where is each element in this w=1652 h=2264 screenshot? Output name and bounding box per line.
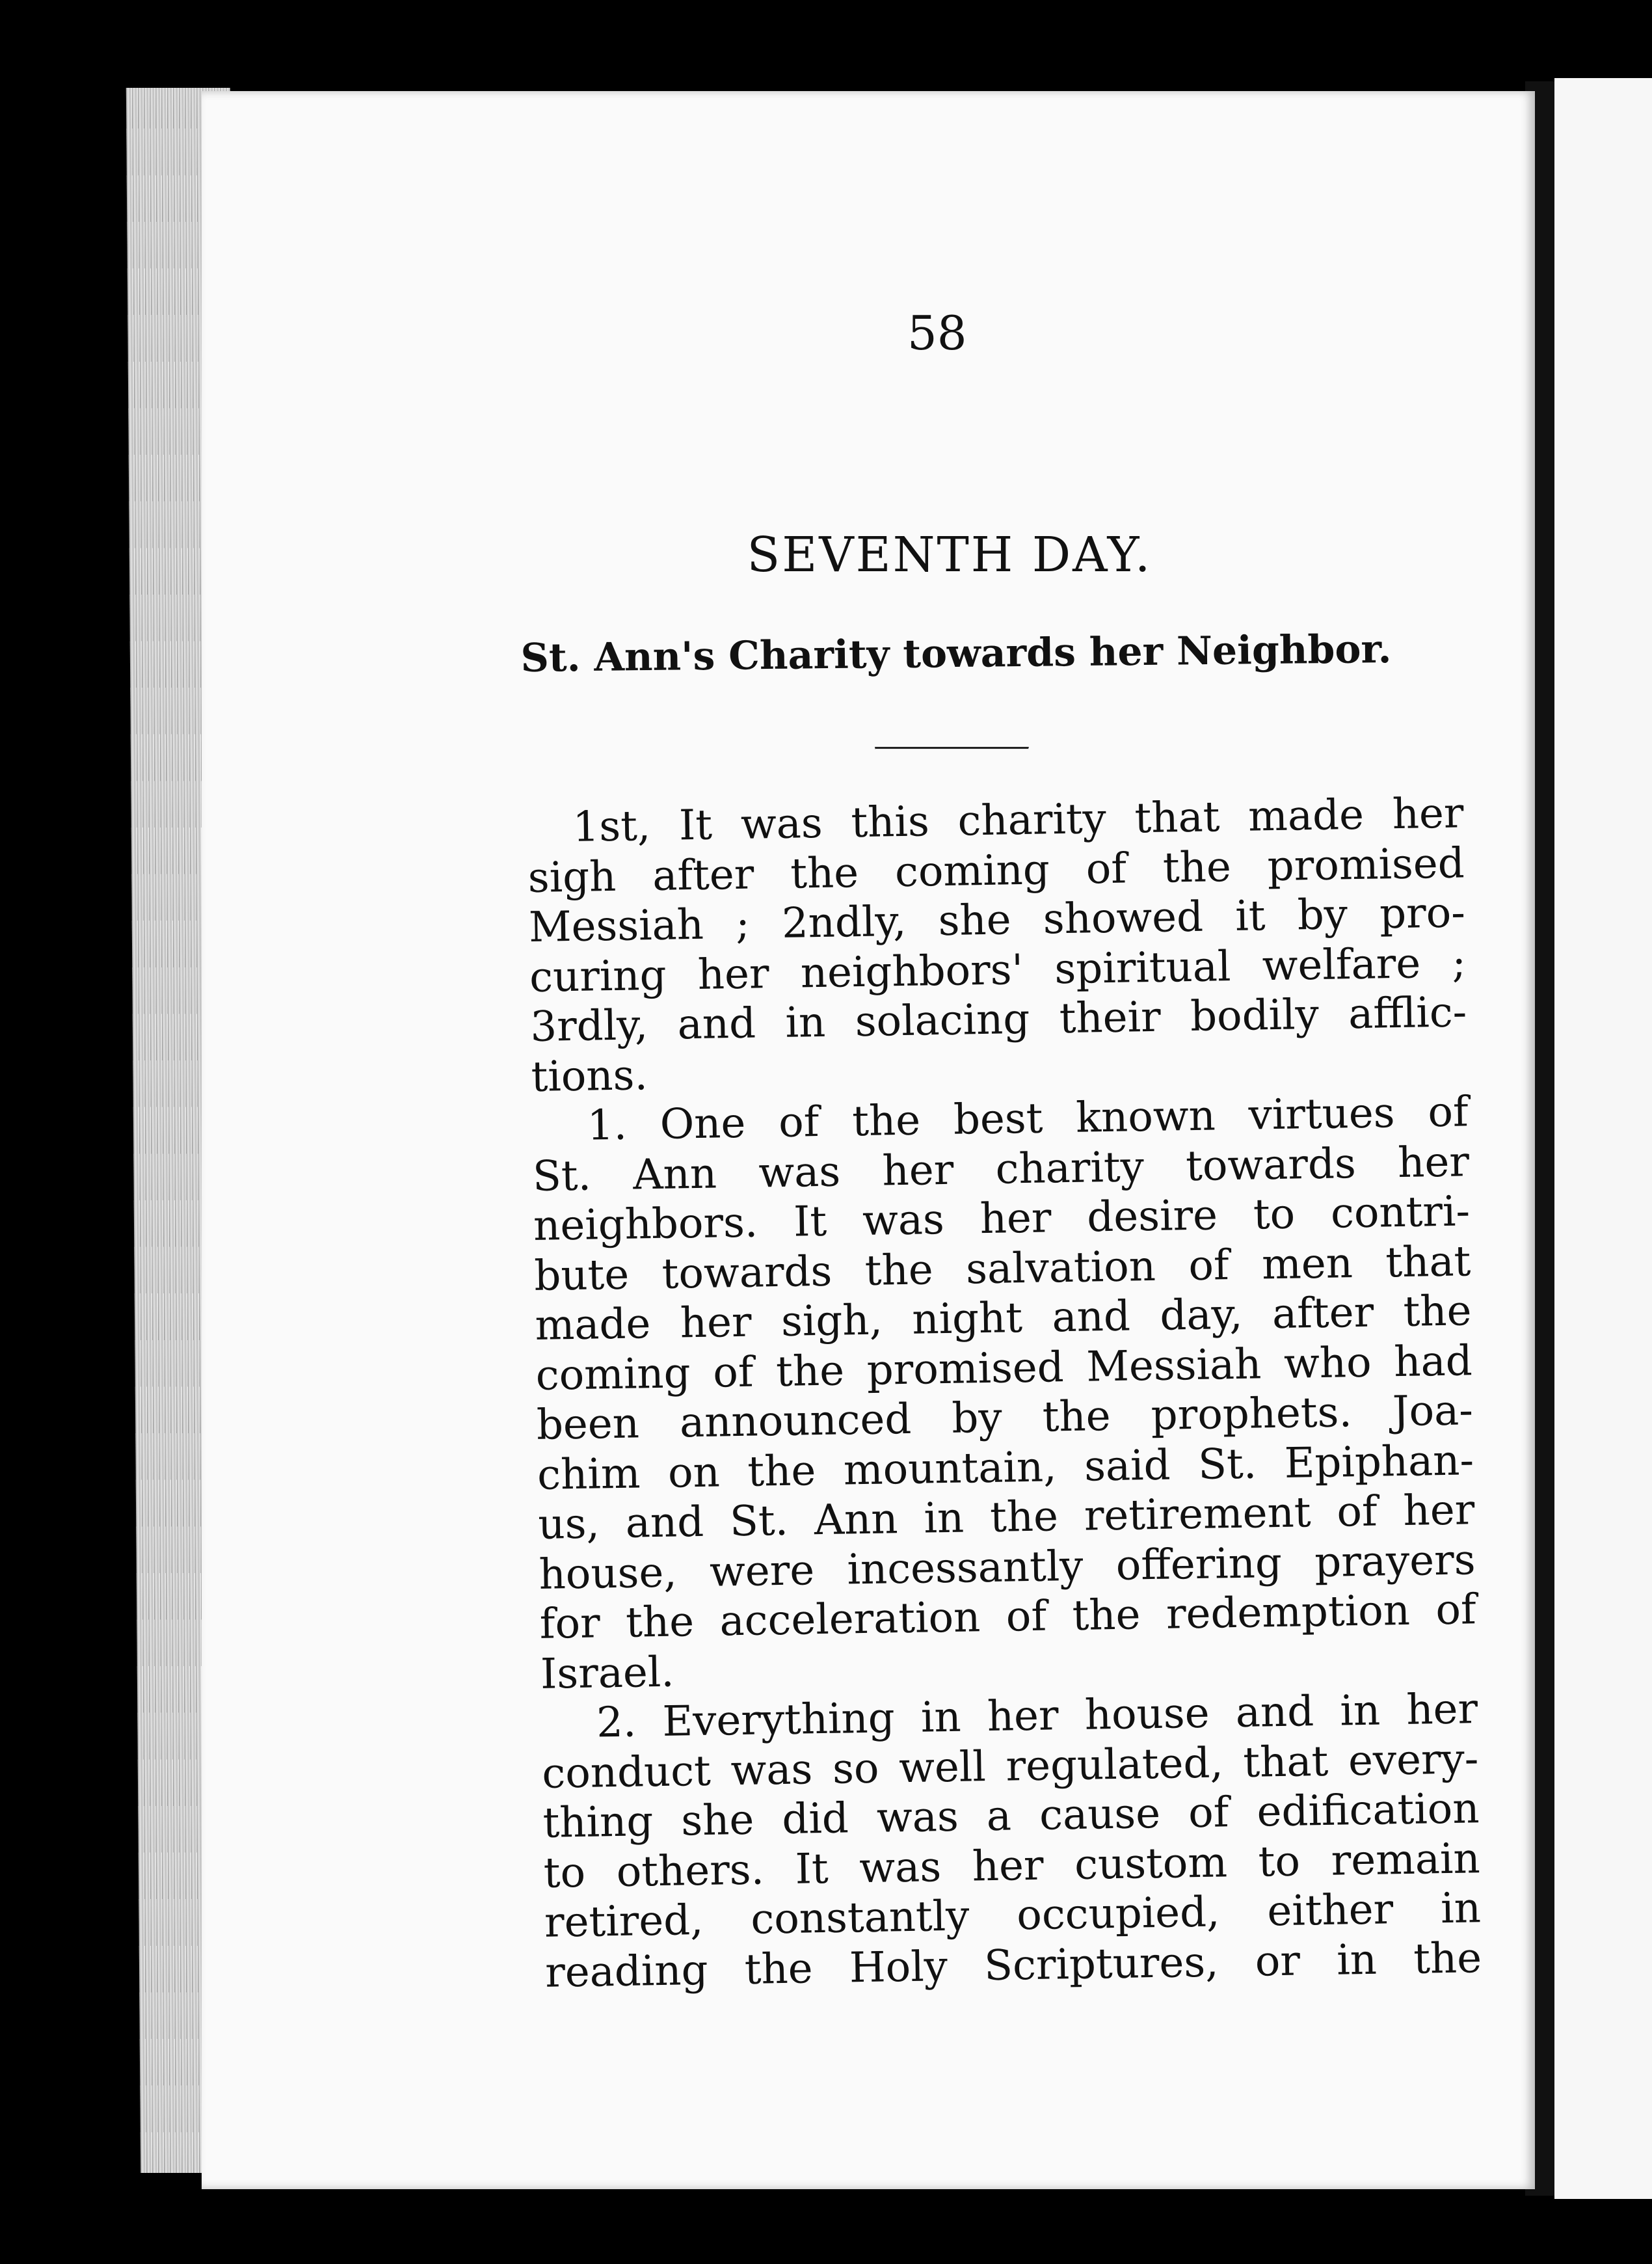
text-line: to others. It was her custom to remain bbox=[543, 1834, 1481, 1898]
text-line: 2. Everything in her house and in her bbox=[596, 1685, 1478, 1747]
text-line: thing she did was a cause of edification bbox=[542, 1785, 1480, 1848]
text-line: made her sigh, night and day, after the bbox=[535, 1287, 1472, 1350]
text-line: tions. bbox=[531, 1051, 648, 1101]
text-line: 1. One of the best known virtues of bbox=[587, 1088, 1469, 1150]
text-line: curing her neighbors' spiritual welfare ; bbox=[529, 938, 1467, 1002]
body-text bbox=[527, 788, 1482, 1997]
section-rule bbox=[875, 747, 1029, 749]
text-line: house, were incessantly offering prayers bbox=[539, 1535, 1476, 1599]
chapter-heading: SEVENTH DAY. bbox=[747, 527, 1152, 583]
text-line: Israel. bbox=[540, 1648, 675, 1699]
text-line: 3rdly, and in solacing their bodily afflic- bbox=[529, 988, 1467, 1051]
text-line: neighbors. It was her desire to contri- bbox=[533, 1187, 1471, 1250]
text-line: 1st, It was this charity that made her bbox=[572, 789, 1465, 852]
text-line: us, and St. Ann in the retirement of her bbox=[537, 1486, 1475, 1549]
text-line: sigh after the coming of the promised bbox=[527, 839, 1465, 902]
text-line: Messiah ; 2ndly, she showed it by pro- bbox=[528, 889, 1466, 952]
text-line: reading the Holy Scriptures, or in the bbox=[544, 1934, 1482, 1997]
text-line: St. Ann was her charity towards her bbox=[532, 1137, 1470, 1201]
text-line: been announced by the prophets. Joa- bbox=[536, 1386, 1474, 1449]
chapter-subheading: St. Ann's Charity towards her Neighbor. bbox=[520, 626, 1392, 682]
text-line: chim on the mountain, said St. Epiphan- bbox=[537, 1436, 1474, 1500]
text-line: coming of the promised Messiah who had bbox=[535, 1336, 1473, 1400]
facing-page-edge bbox=[1554, 78, 1652, 2199]
text-line: for the acceleration of the redemption of bbox=[539, 1585, 1477, 1649]
text-line: conduct was so well regulated, that every- bbox=[541, 1734, 1479, 1798]
text-line: retired, constantly occupied, either in bbox=[544, 1884, 1482, 1947]
text-line: bute towards the salvation of men that bbox=[533, 1237, 1471, 1300]
page-number: 58 bbox=[907, 306, 967, 360]
